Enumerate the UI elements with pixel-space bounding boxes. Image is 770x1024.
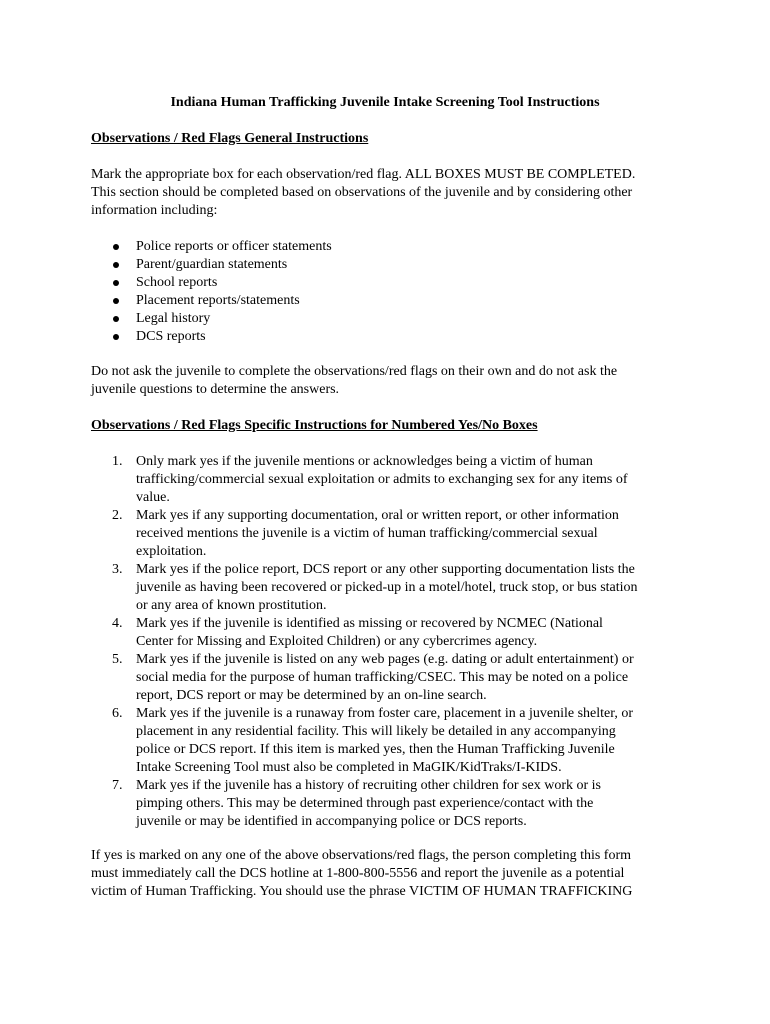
closing-paragraph xyxy=(91,847,691,901)
numbered-item-1: 1. Only mark yes if the juvenile mentions or acknowledges being a victim of human trafficking/commercial sexual exploitation or admits to exchanging sex for any items of value. xyxy=(112,454,628,505)
list-item: Placement reports/statements xyxy=(91,292,332,310)
list-item: Legal history xyxy=(91,310,332,328)
item-number: 1. xyxy=(112,454,123,469)
list-item: School reports xyxy=(91,274,332,292)
specific-instructions-heading: Observations / Red Flags Specific Instructions for Numbered Yes/No Boxes xyxy=(91,418,538,433)
item-number: 4. xyxy=(112,616,123,631)
note-line: juvenile questions to determine the answers. xyxy=(91,382,340,397)
numbered-item-4: 4. Mark yes if the juvenile is identified as missing or recovered by NCMEC (National Center for Missing and Exploited Children) or any cybercrimes agency. xyxy=(112,616,603,649)
bullet-icon xyxy=(113,262,119,268)
bullet-icon xyxy=(113,334,119,340)
bullet-icon xyxy=(113,280,119,286)
intro-line: This section should be completed based on observations of the juvenile and by considering other xyxy=(91,185,633,200)
item-number: 6. xyxy=(112,706,123,721)
note-paragraph xyxy=(91,363,691,399)
intro-line: information including: xyxy=(91,203,218,218)
intro-paragraph xyxy=(91,166,691,220)
item-number: 7. xyxy=(112,778,123,793)
note-line: Do not ask the juvenile to complete the observations/red flags on their own and do not ask the xyxy=(91,364,618,379)
list-item: DCS reports xyxy=(91,328,332,346)
general-instructions-heading: Observations / Red Flags General Instructions xyxy=(91,131,369,146)
closing-line: victim of Human Trafficking. You should use the phrase VICTIM OF HUMAN TRAFFICKING xyxy=(91,884,633,899)
list-item: Parent/guardian statements xyxy=(91,256,332,274)
numbered-item-2: 2. Mark yes if any supporting documentation, oral or written report, or other information received mentions the juvenile is a victim of human trafficking/commercial sexual exploitation. xyxy=(112,508,619,559)
numbered-item-5: 5. Mark yes if the juvenile is listed on any web pages (e.g. dating or adult entertainment) or social media for the purpose of human trafficking/CSEC. This may be noted on a police report, DCS report or may be determined by an on-line search. xyxy=(112,652,634,703)
numbered-item-6: 6. Mark yes if the juvenile is a runaway from foster care, placement in a juvenile shelter, or placement in any residential facility. This will likely be detailed in any accompanying police or DCS report. If this item is marked yes, then the Human Trafficking Juvenile Intake Screening Tool must also be completed in MaGIK/KidTraks/I-KIDS. xyxy=(112,706,634,775)
page-title: Indiana Human Trafficking Juvenile Intake Screening Tool Instructions xyxy=(170,95,600,110)
closing-line: must immediately call the DCS hotline at 1-800-800-5556 and report the juvenile as a potential xyxy=(91,866,625,881)
closing-line: If yes is marked on any one of the above observations/red flags, the person completing this form xyxy=(91,848,632,863)
list-item: Police reports or officer statements xyxy=(91,238,332,256)
bullet-icon xyxy=(113,244,119,250)
item-number: 3. xyxy=(112,562,123,577)
bullet-icon xyxy=(113,316,119,322)
intro-line: Mark the appropriate box for each observation/red flag. ALL BOXES MUST BE COMPLETED. xyxy=(91,167,636,182)
item-number: 2. xyxy=(112,508,123,523)
item-number: 5. xyxy=(112,652,123,667)
information-sources-list xyxy=(91,238,332,346)
bullet-icon xyxy=(113,298,119,304)
numbered-instructions-list xyxy=(91,453,691,831)
numbered-item-7: 7. Mark yes if the juvenile has a history of recruiting other children for sex work or is pimping others. This may be determined through past experience/contact with the juvenile or may be identified in accompanying police or DCS reports. xyxy=(112,778,601,829)
numbered-item-3: 3. Mark yes if the police report, DCS report or any other supporting documentation lists the juvenile as having been recovered or picked-up in a motel/hotel, truck stop, or bus station or any area of known prostitution. xyxy=(112,562,638,613)
